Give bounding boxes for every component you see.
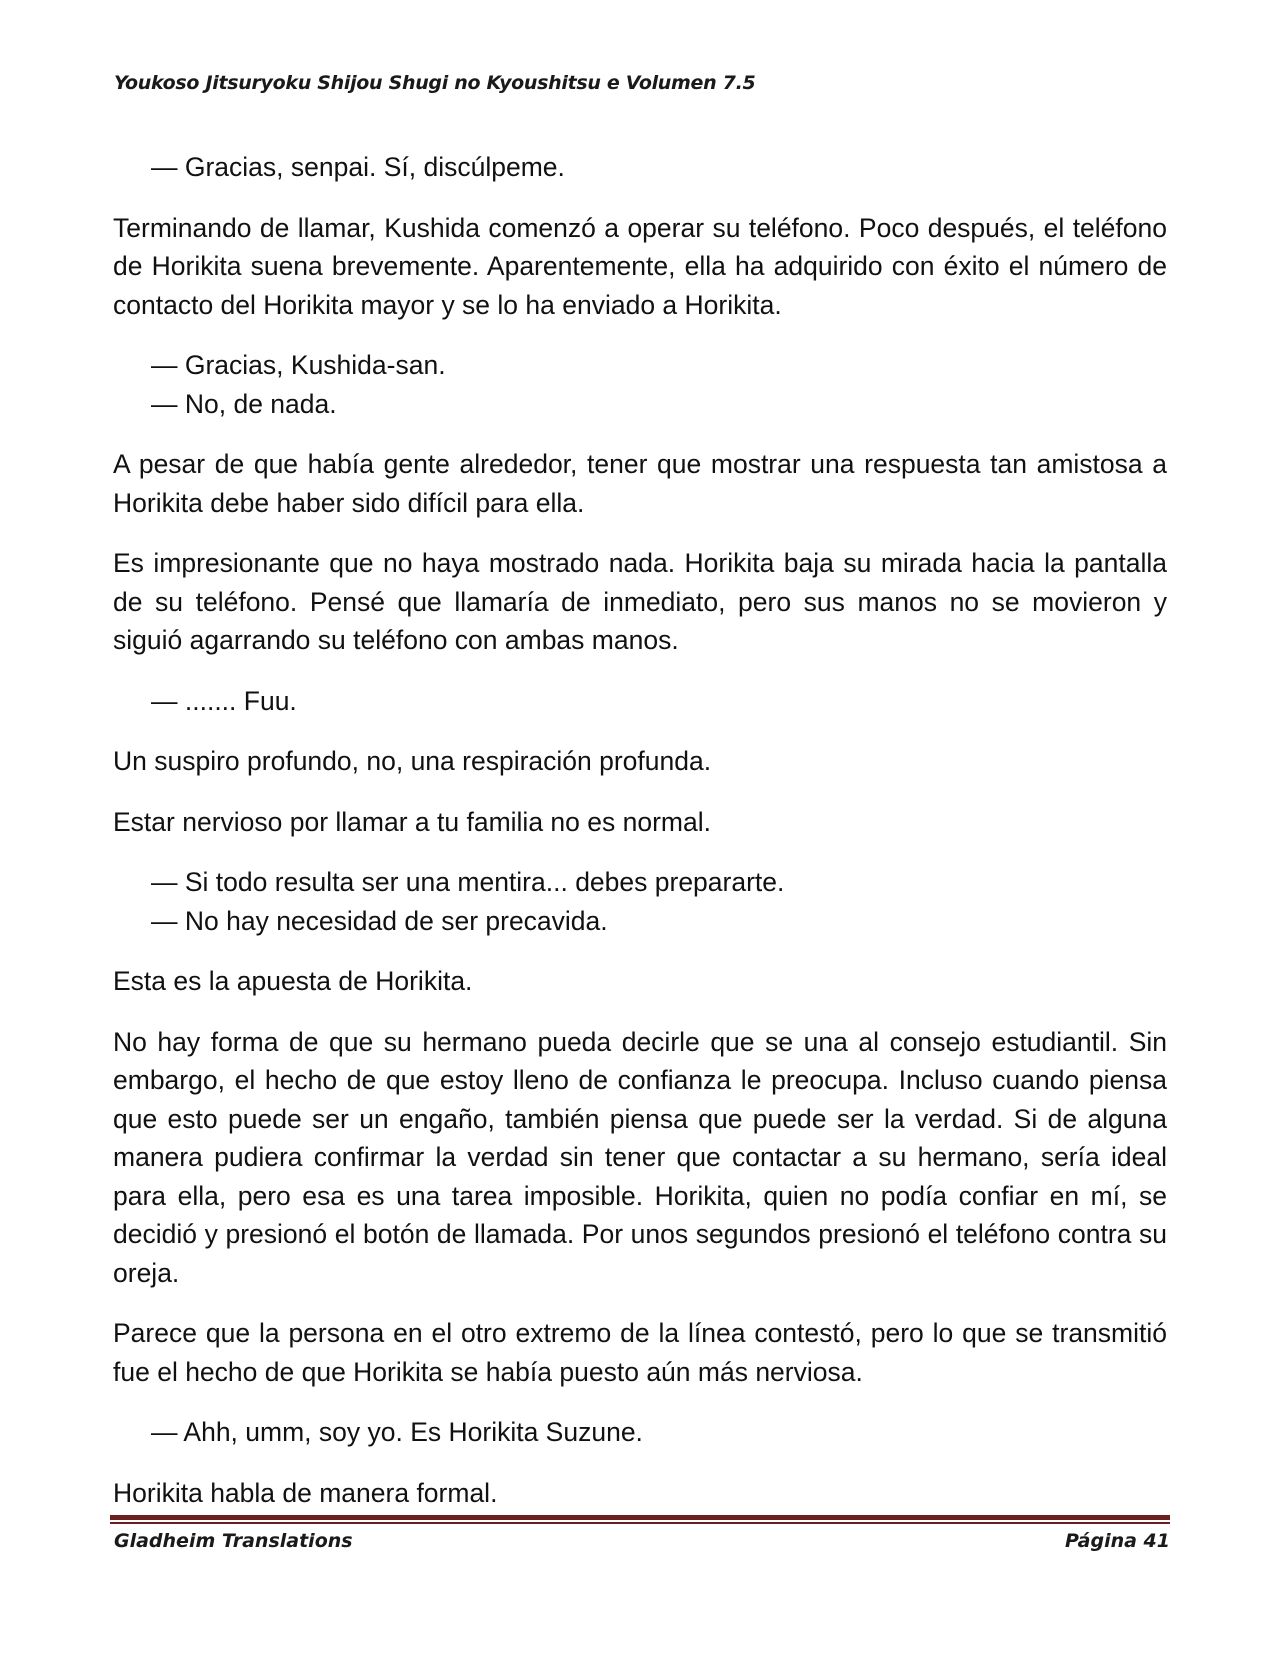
dialogue-block (113, 346, 1167, 423)
paragraph: Horikita habla de manera formal. (113, 1477, 498, 1508)
page-body (113, 148, 1167, 1534)
dialogue-line: — Gracias, senpai. Sí, discúlpeme. (151, 152, 565, 182)
paragraph: Estar nervioso por llamar a tu familia no es normal. (113, 806, 711, 837)
dialogue-block (113, 148, 1167, 187)
paragraph: Parece que la persona en el otro extremo de la línea contestó, pero lo que se transmitió fue el hecho de que Horikita se había puesto aún más nerviosa. (113, 1318, 1167, 1387)
dialogue-line: — No, de nada. (151, 388, 337, 419)
page-number: Página 41 (1064, 1530, 1170, 1552)
dialogue-block (113, 863, 1167, 940)
running-header: Youkoso Jitsuryoku Shijou Shugi no Kyoushitsu e Volumen 7.5 (114, 72, 756, 94)
footer-divider (110, 1515, 1170, 1520)
paragraph: Esta es la apuesta de Horikita. (113, 966, 473, 996)
paragraph: Es impresionante que no haya mostrado nada. Horikita baja su mirada hacia la pantalla de su teléfono. Pensé que llamaría de inmediato, pero sus manos no se movieron y siguió agarrando su teléfono con ambas manos. (113, 548, 1167, 655)
footer-credit: Gladheim Translations (114, 1530, 353, 1552)
paragraph: Un suspiro profundo, no, una respiración profunda. (113, 746, 712, 776)
dialogue-block (113, 1413, 1167, 1452)
dialogue-line: — Ahh, umm, soy yo. Es Horikita Suzune. (151, 1417, 643, 1447)
paragraph: Terminando de llamar, Kushida comenzó a operar su teléfono. Poco después, el teléfono de Horikita suena brevemente. Aparentemente, ella ha adquirido con éxito el número de contacto del Horikita mayor y se lo ha enviado a Horikita. (113, 212, 1167, 320)
paragraph: No hay forma de que su hermano pueda decirle que se una al consejo estudiantil. Sin embargo, el hecho de que estoy lleno de confianza le preocupa. Incluso cuando piensa que esto puede ser un engaño, también piensa que puede ser la verdad. Si de alguna manera pudiera confirmar la verdad sin tener que contactar a su hermano, sería ideal para ella, pero esa es una tarea imposible. Horikita, quien no podía confiar en mí, se decidió y presionó el botón de llamada. Por unos segundos presionó el teléfono contra su oreja. (113, 1026, 1167, 1288)
dialogue-line: — Gracias, Kushida-san. (151, 350, 446, 380)
dialogue-line: — Si todo resulta ser una mentira... debes prepararte. (151, 867, 785, 897)
paragraph: A pesar de que había gente alrededor, tener que mostrar una respuesta tan amistosa a Horikita debe haber sido difícil para ella. (113, 449, 1167, 518)
dialogue-line: — No hay necesidad de ser precavida. (151, 905, 608, 936)
dialogue-line: — ....... Fuu. (151, 685, 297, 716)
footer-divider-thin (110, 1522, 1170, 1524)
dialogue-block (113, 682, 1167, 721)
